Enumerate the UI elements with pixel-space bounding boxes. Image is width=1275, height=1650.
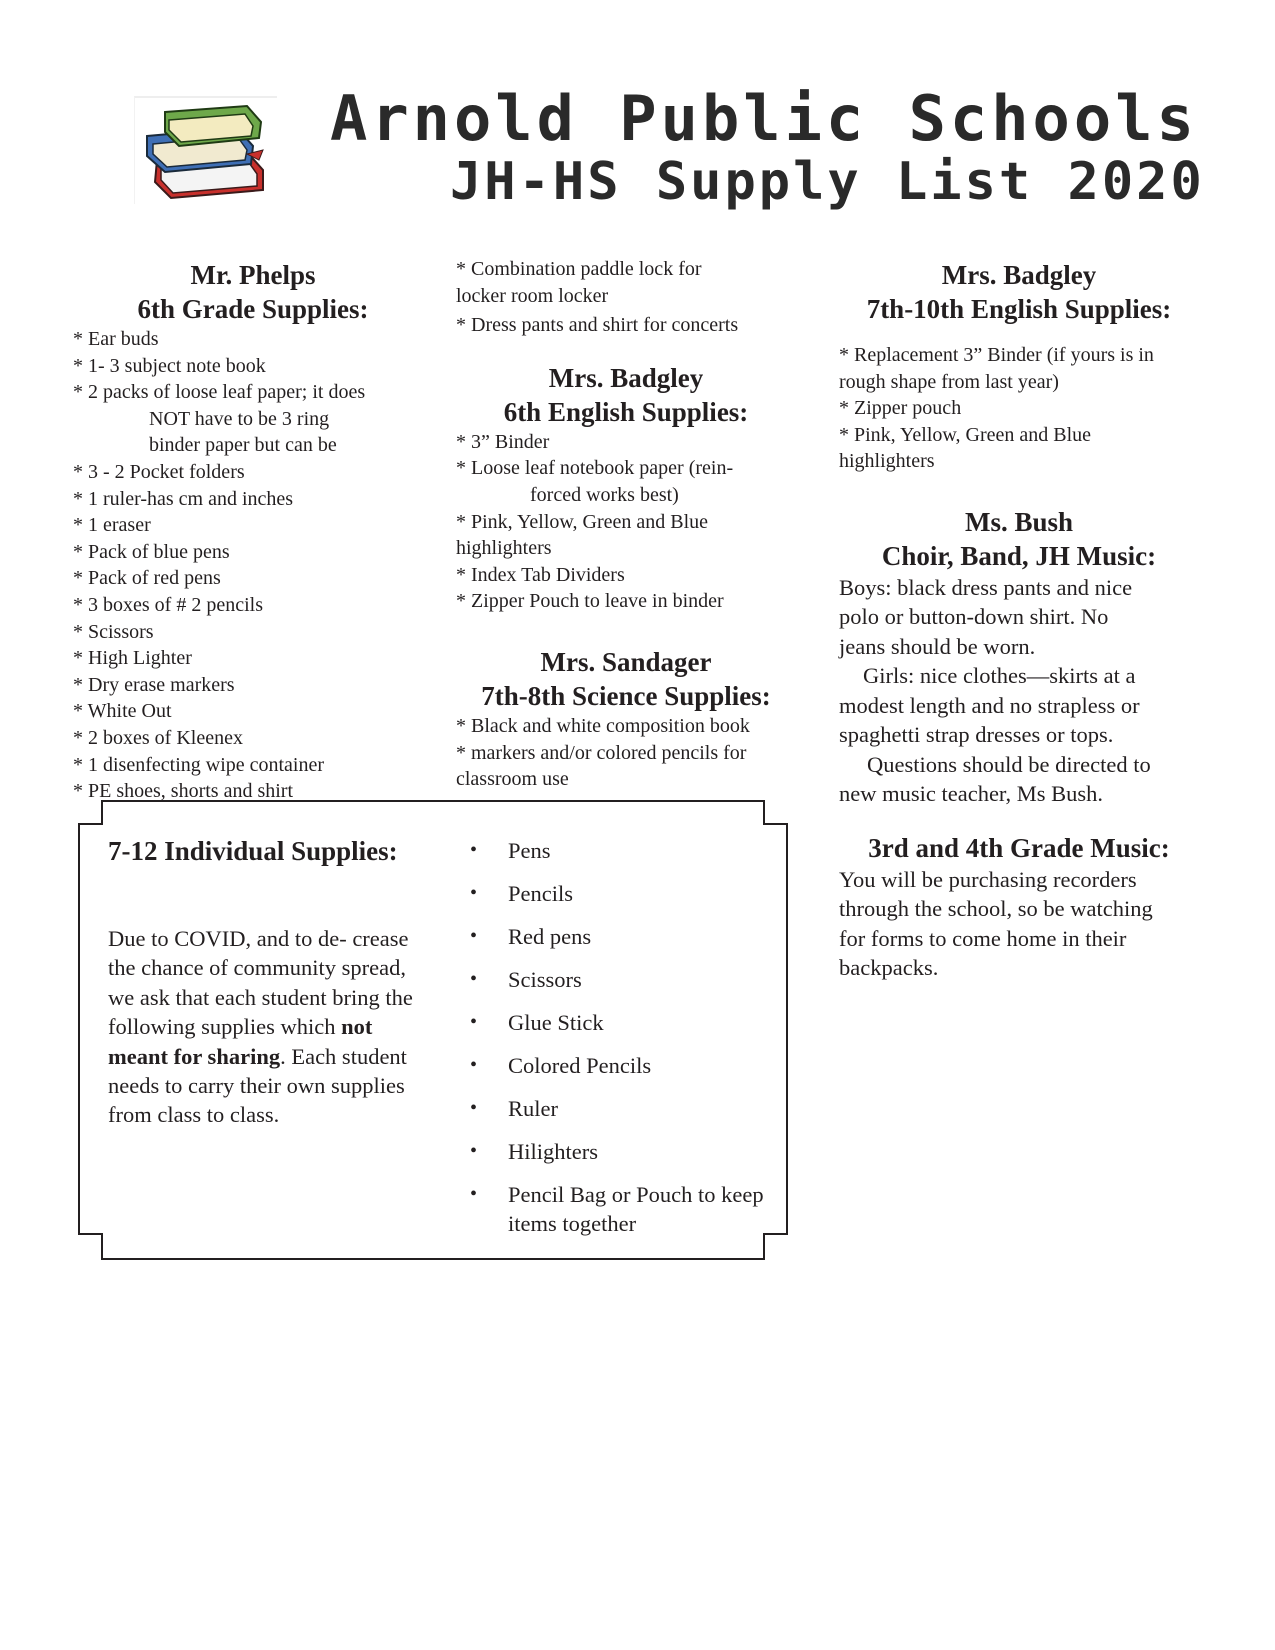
badgley-7-10-section: [839, 258, 1199, 475]
bush-line: polo or button-down shirt. No: [839, 604, 1109, 630]
phelps-section: [73, 258, 433, 805]
bullet-icon: •: [470, 882, 478, 904]
covid-explanation: [108, 924, 428, 1130]
supply-item: * 3” Binder: [456, 430, 550, 453]
list-item: [470, 1051, 790, 1080]
list-item: [470, 922, 790, 951]
middle-column: [456, 256, 796, 793]
list-item: [470, 879, 790, 908]
bush-teacher-heading: Ms. Bush: [964, 506, 1074, 537]
supply-item-continuation: locker room locker: [456, 284, 609, 307]
bullet-icon: •: [470, 839, 478, 861]
bush-line: jeans should be worn.: [839, 633, 1036, 659]
list-item-label: Scissors: [508, 967, 582, 992]
supply-item: * Pack of blue pens: [73, 540, 230, 563]
supply-list-title: JH-HS Supply List 2020: [450, 152, 1205, 212]
grade-3-4-music-text: [839, 865, 1199, 983]
list-item: [470, 1094, 790, 1123]
covid-text-after: . Each student needs to carry their own supplies from class to class.: [108, 1043, 407, 1128]
individual-supplies-title: 7-12 Individual Supplies:: [108, 836, 398, 866]
grade34-line: backpacks.: [839, 955, 939, 981]
bullet-icon: •: [470, 1183, 478, 1205]
supply-item: * 1- 3 subject note book: [73, 354, 266, 377]
stack-of-books-icon: [134, 96, 277, 204]
supply-item: * 1 disenfecting wipe container: [73, 753, 325, 776]
supply-item: * 1 eraser: [73, 514, 151, 537]
individual-supplies-list: [470, 836, 790, 1252]
sandager-section: [456, 645, 796, 793]
list-item-label: Pens: [508, 838, 551, 863]
badgley-6th-section: [456, 361, 796, 615]
bush-section: [839, 505, 1199, 809]
supply-item-continuation: binder paper but can be: [149, 434, 337, 457]
bush-line: spaghetti strap dresses or tops.: [839, 722, 1114, 748]
list-item-label: Hilighters: [508, 1139, 598, 1164]
badgley-6th-subject-heading: 6th English Supplies:: [503, 396, 749, 427]
bullet-icon: •: [470, 968, 478, 990]
supply-item: * Zipper Pouch to leave in binder: [456, 590, 724, 613]
list-item: [470, 1137, 790, 1166]
supply-item: * PE shoes, shorts and shirt: [73, 780, 293, 803]
bullet-icon: •: [470, 1011, 478, 1033]
badgley-7-10-subject-heading: 7th-10th English Supplies:: [866, 294, 1172, 324]
bush-subject-heading: Choir, Band, JH Music:: [881, 540, 1157, 571]
supply-item: * Replacement 3” Binder (if yours is in: [839, 344, 1154, 366]
supply-item: * Dress pants and shirt for concerts: [456, 314, 739, 337]
supply-item: * Index Tab Dividers: [456, 563, 625, 586]
grade34-line: through the school, so be watching: [839, 896, 1153, 922]
covid-text-bold: not meant for sharing: [108, 1014, 373, 1069]
supply-item-continuation: highlighters: [456, 537, 552, 560]
list-item: [470, 965, 790, 994]
supply-item: * Combination paddle lock for: [456, 258, 702, 280]
supply-item: * Black and white composition book: [456, 714, 750, 737]
supply-item: * High Lighter: [73, 647, 192, 670]
phelps-subject-heading: 6th Grade Supplies:: [137, 294, 369, 324]
supply-item-continuation: rough shape from last year): [839, 370, 1059, 393]
bush-line: new music teacher, Ms Bush.: [839, 781, 1104, 807]
grade-3-4-music-heading: 3rd and 4th Grade Music:: [868, 832, 1170, 863]
bush-instructions: [839, 573, 1199, 809]
supply-item: * White Out: [73, 700, 172, 723]
supply-item: * markers and/or colored pencils for: [456, 741, 747, 764]
bullet-icon: •: [470, 1054, 478, 1076]
list-item-label: Glue Stick: [508, 1010, 604, 1035]
grade34-line: for forms to come home in their: [839, 925, 1127, 951]
list-item: [470, 1008, 790, 1037]
supply-item: * Pink, Yellow, Green and Blue: [839, 423, 1092, 446]
right-column: [839, 258, 1199, 983]
supply-item: * Loose leaf notebook paper (rein-: [456, 457, 734, 480]
supply-item: * Zipper pouch: [839, 397, 962, 420]
list-item-label: Ruler: [508, 1096, 558, 1121]
supply-item-continuation: forced works best): [530, 483, 679, 506]
grade34-line: You will be purchasing recorders: [839, 866, 1137, 892]
list-item-label: Pencils: [508, 881, 573, 906]
supply-item: * Ear buds: [73, 328, 159, 350]
supply-item-continuation: highlighters: [839, 450, 935, 473]
list-item-label: Red pens: [508, 924, 592, 949]
bullet-icon: •: [470, 1097, 478, 1119]
badgley-7-10-teacher-heading: Mrs. Badgley: [941, 260, 1097, 290]
bush-line: Questions should be directed to: [867, 751, 1151, 777]
bush-line: modest length and no strapless or: [839, 692, 1140, 718]
supply-item: * 3 - 2 Pocket folders: [73, 460, 245, 483]
list-item-label: Pencil Bag or Pouch to keep items together: [508, 1182, 764, 1236]
school-title: Arnold Public Schools: [330, 82, 1198, 155]
phelps-teacher-heading: Mr. Phelps: [190, 260, 316, 290]
supply-item-continuation: NOT have to be 3 ring: [149, 407, 330, 430]
bullet-icon: •: [470, 1140, 478, 1162]
supply-item: * 2 packs of loose leaf paper; it does: [73, 381, 366, 404]
supply-item: * Pack of red pens: [73, 567, 221, 590]
supply-item: * 2 boxes of Kleenex: [73, 726, 243, 749]
supply-item: * Scissors: [73, 620, 154, 643]
sandager-teacher-heading: Mrs. Sandager: [540, 646, 712, 677]
supply-item-continuation: classroom use: [456, 768, 569, 791]
supply-item: * 3 boxes of # 2 pencils: [73, 593, 263, 616]
list-item: [470, 836, 790, 865]
supply-item: * 1 ruler-has cm and inches: [73, 487, 294, 510]
badgley-6th-teacher-heading: Mrs. Badgley: [548, 362, 704, 393]
sandager-subject-heading: 7th-8th Science Supplies:: [481, 680, 771, 711]
books-illustration: [135, 98, 277, 204]
bush-line: Girls: nice clothes—skirts at a: [863, 663, 1136, 689]
list-item-label: Colored Pencils: [508, 1053, 652, 1078]
bullet-icon: •: [470, 925, 478, 947]
supply-item: * Dry erase markers: [73, 673, 235, 696]
bush-line: Boys: black dress pants and nice: [839, 574, 1133, 600]
supply-item: * Pink, Yellow, Green and Blue: [456, 510, 709, 533]
list-item: [470, 1180, 790, 1238]
grade-3-4-music-section: [839, 831, 1199, 983]
covid-text-before: Due to COVID, and to de- crease the chance of community spread, we ask that each student bring the following supplies which: [108, 926, 413, 1040]
